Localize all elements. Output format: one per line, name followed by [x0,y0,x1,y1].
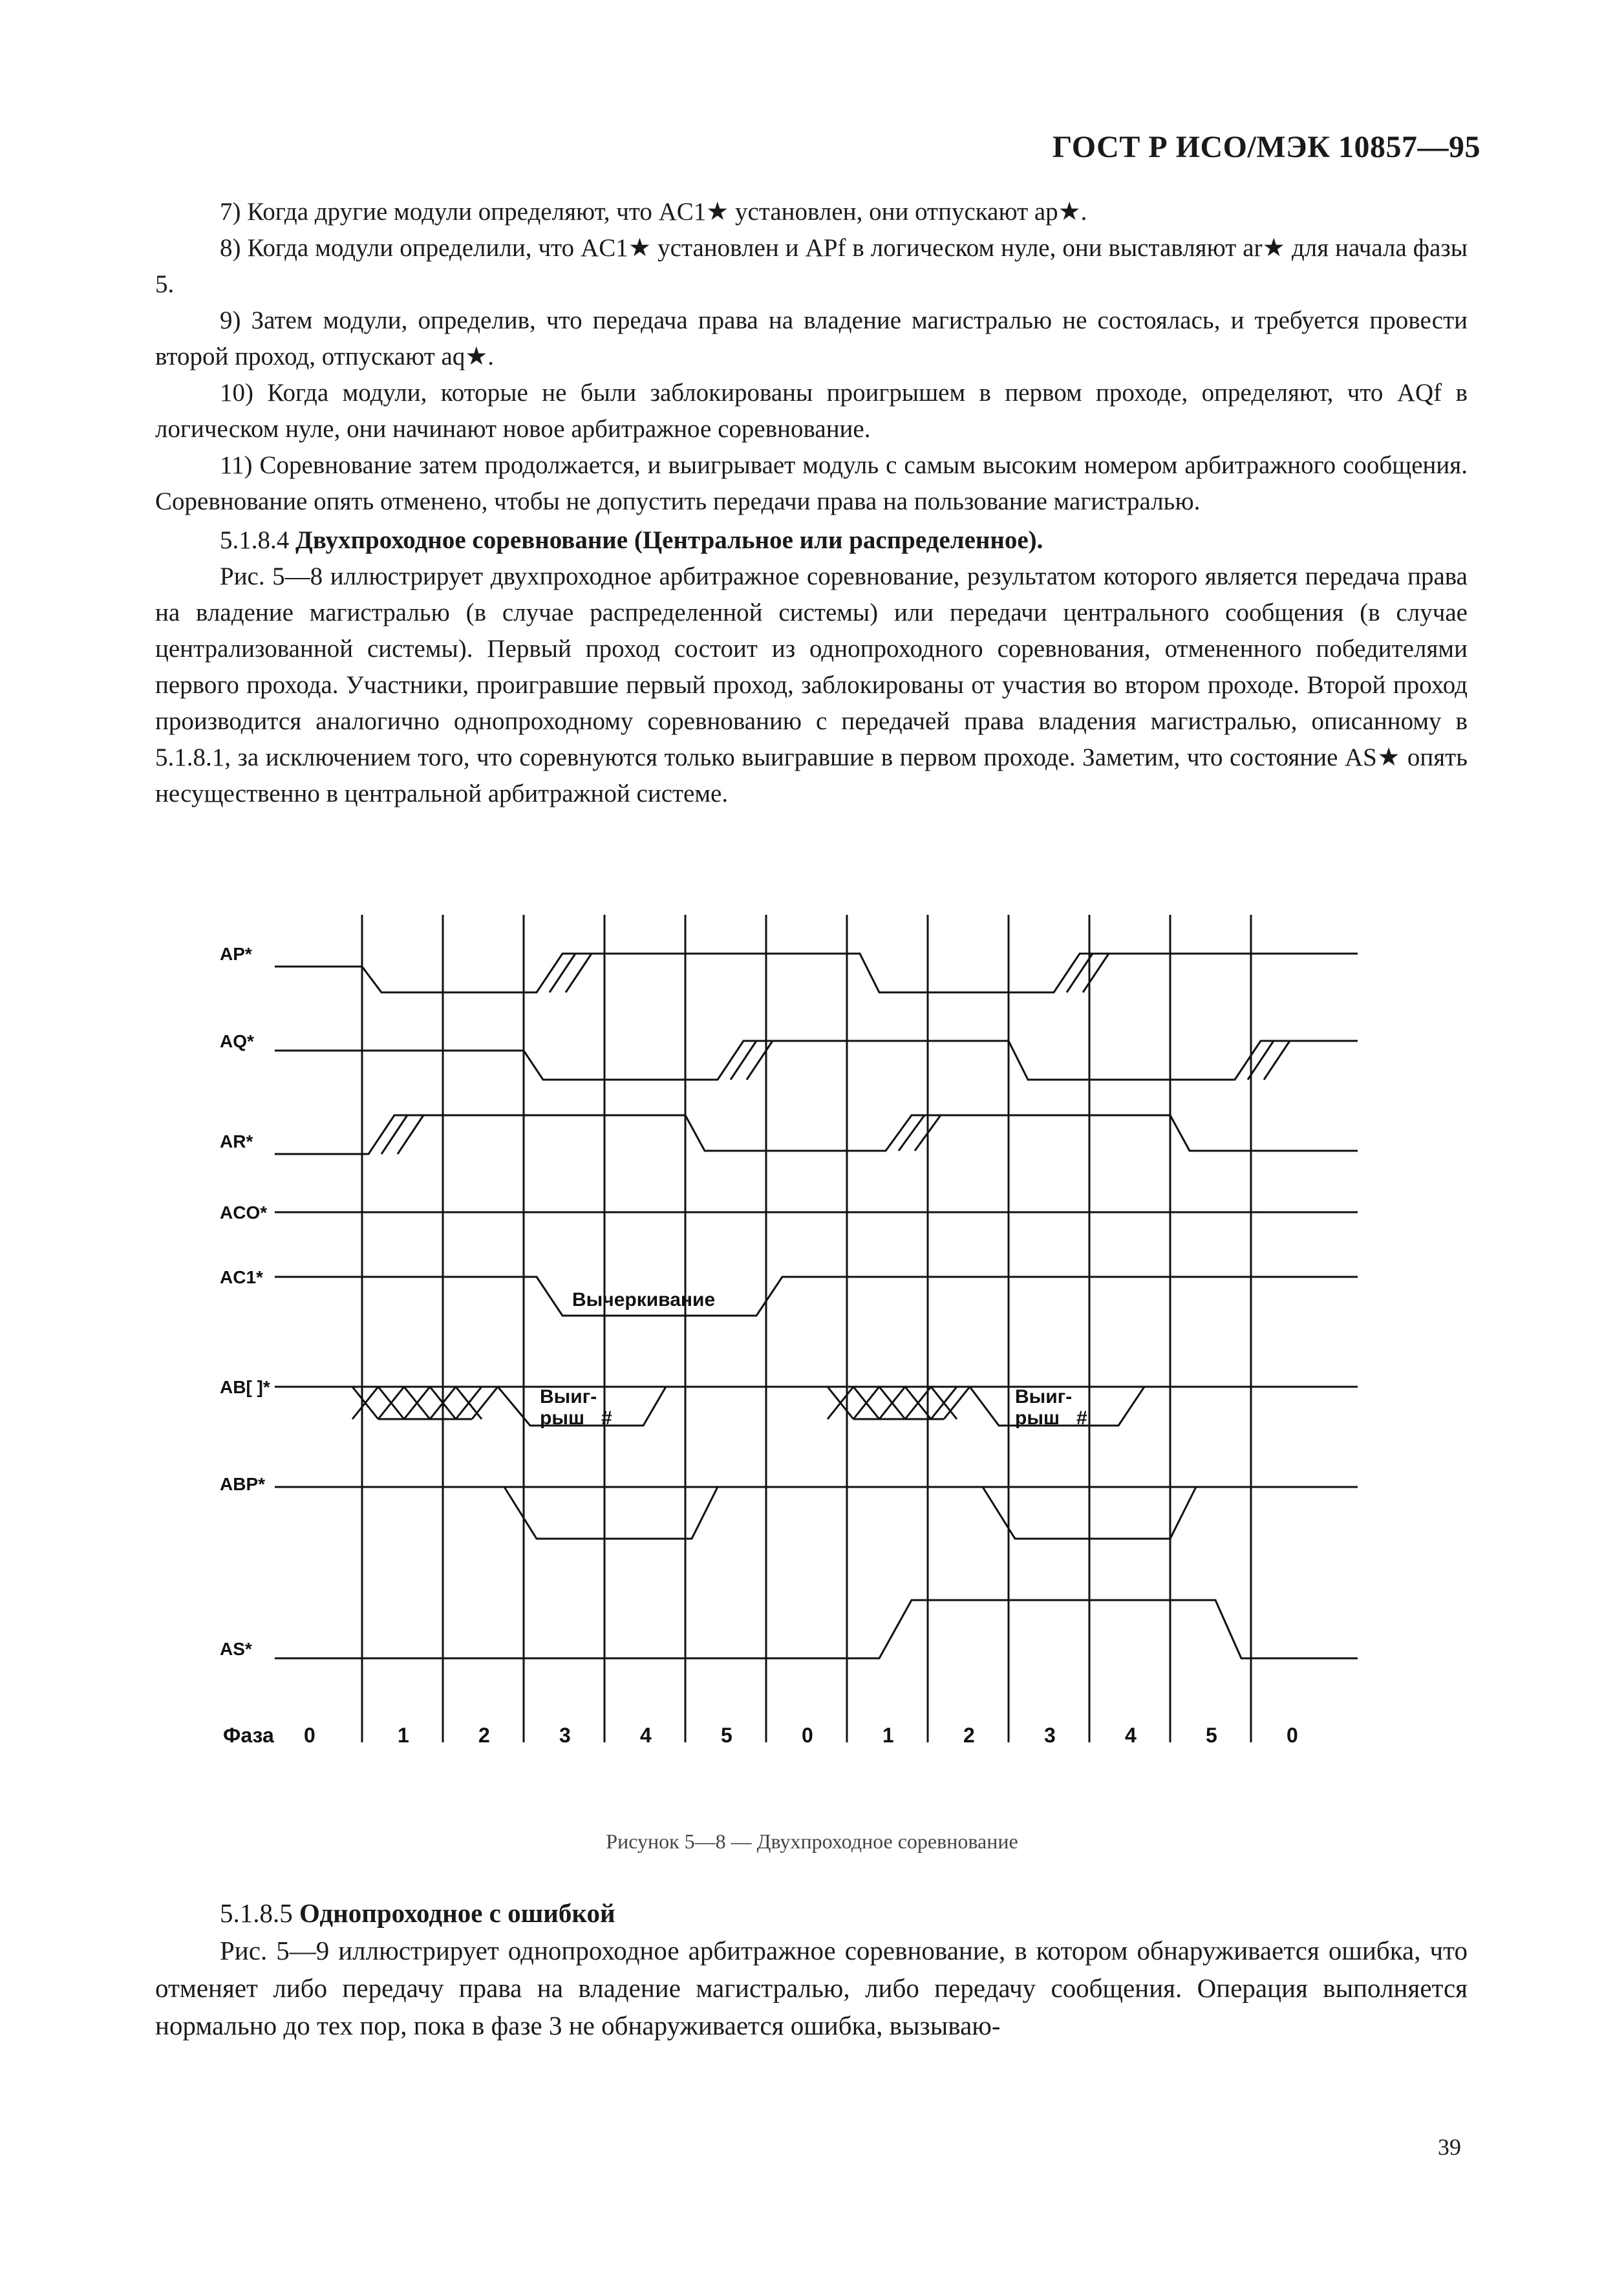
trace-aq-slant-2 [747,1041,773,1080]
phase-10: 4 [1125,1724,1137,1747]
phase-11: 5 [1206,1724,1217,1747]
signal-labels [220,944,270,1659]
paragraph-item-9: 9) Затем модули, определив, что передача права на владение магистралью не состоялась, и требуется провести второй проход, отпускают аq★. [155,306,1468,370]
phase-4: 4 [640,1724,652,1747]
signal-traces [275,954,1358,1658]
section-number: 5.1.8.4 [220,526,290,554]
win-hash-2: # [1076,1407,1087,1429]
timing-diagram-svg [213,902,1409,1755]
phase-6: 0 [802,1724,813,1747]
trace-as [275,1600,1358,1658]
phase-7: 1 [882,1724,894,1747]
phase-1: 1 [398,1724,409,1747]
signal-label-abp: ABP* [220,1474,266,1494]
paragraph-item-7: 7) Когда другие модули определяют, что AC1★ установлен, они отпускают ар★. [220,198,1087,226]
win-label-1a: Выиг- [540,1386,597,1407]
trace-ac1 [275,1277,1358,1316]
trace-ap-slant-1 [550,954,575,992]
trace-aq-slant-4 [1264,1041,1290,1080]
page-number: 39 [1438,2134,1461,2160]
ac1-annotation: Вычеркивание [572,1289,716,1310]
phase-row [223,1724,1298,1747]
section-number-2: 5.1.8.5 [220,1898,293,1928]
trace-ab-crosshatch-1 [352,1387,498,1419]
paragraph-item-10: 10) Когда модули, которые не были заблокированы проигрышем в первом проходе, определяют, что AQf в логическом нуле, они начинают новое арбитражное соревнование. [155,379,1468,443]
win-hash-1: # [601,1407,612,1429]
signal-label-ac1: AC1* [220,1267,263,1287]
phase-grid-lines [362,915,1251,1742]
trace-ar-slant-2 [398,1115,423,1154]
diagram-annotations [540,1289,1087,1429]
paragraph-item-11: 11) Соревнование затем продолжается, и выигрывает модуль с самым высоким номером арбитражного сообщения. Соревнование опять отменено, чтобы не допустить передачи права на пользование магистралью. [155,451,1468,515]
trace-ap-slant-2 [566,954,592,992]
win-label-2a: Выиг- [1015,1386,1073,1407]
phase-5: 5 [721,1724,732,1747]
signal-label-ar: AR* [220,1131,253,1151]
signal-label-ap: AP* [220,944,252,964]
section-title-2: Однопроходное с ошибкой [299,1898,615,1928]
trace-ab-crosshatch-2 [828,1387,970,1419]
win-label-2b: рыш [1015,1407,1060,1429]
trace-ar-slant-3 [899,1115,924,1151]
trace-ap [275,954,1358,992]
section-body-5184: Рис. 5—8 иллюстрирует двухпроходное арбитражное соревнование, результатом которого является передача права на владение магистралью (в случае распределенной системы) или передачи центрального сообщения (в случае централизованной системы). Первый проход состоит из однопроходного соревнования, отмененного победителями первого прохода. Участники, проигравшие первый проход, заблокированы от участия во втором проходе. Второй проход производится аналогично однопроходному соревнованию с передачей права владения магистралью, описанному в 5.1.8.1, за исключением того, что соревнуются только выигравшие в первом проходе. Заметим, что состояние AS★ опять несущественно в центральной арбитражной системе. [155,562,1468,807]
figure-caption: Рисунок 5—8 — Двухпроходное соревнование [606,1830,1018,1853]
phase-2: 2 [478,1724,490,1747]
phase-0: 0 [304,1724,315,1747]
body-text-bottom [155,1894,1468,2044]
signal-label-aco: ACO* [220,1203,268,1223]
phase-8: 2 [963,1724,975,1747]
section-heading-5185 [155,1894,1468,1932]
trace-ap-slant-4 [1083,954,1109,992]
win-label-1b: рыш [540,1407,584,1429]
phase-3: 3 [559,1724,571,1747]
phase-label: Фаза [223,1724,274,1747]
section-heading-5184 [155,522,1468,559]
trace-aq-slant-1 [731,1041,756,1080]
signal-label-as: AS* [220,1639,252,1659]
signal-label-ab: AB[ ]* [220,1377,270,1397]
document-header: ГОСТ Р ИСО/МЭК 10857—95 [1052,130,1480,164]
body-text-top [155,194,1468,812]
trace-ar [275,1115,1358,1154]
trace-aq [275,1041,1358,1080]
phase-12: 0 [1287,1724,1298,1747]
section-title: Двухпроходное соревнование (Центральное или распределенное). [295,526,1043,554]
signal-label-aq: AQ* [220,1031,254,1051]
trace-ar-slant-1 [381,1115,407,1154]
timing-diagram [213,902,1409,1755]
phase-9: 3 [1044,1724,1056,1747]
paragraph-item-8: 8) Когда модули определили, что AC1★ установлен и APf в логическом нуле, они выставляют аr★ для начала фазы 5. [155,234,1468,298]
section-body-5185: Рис. 5—9 иллюстрирует однопроходное арбитражное соревнование, в котором обнаруживается ошибка, что отменяет либо передачу права на владение магистралью, либо передачу сообщения. Операция выполняется нормально до тех пор, пока в фазе 3 не обнаруживается ошибка, вызываю- [155,1936,1468,2040]
